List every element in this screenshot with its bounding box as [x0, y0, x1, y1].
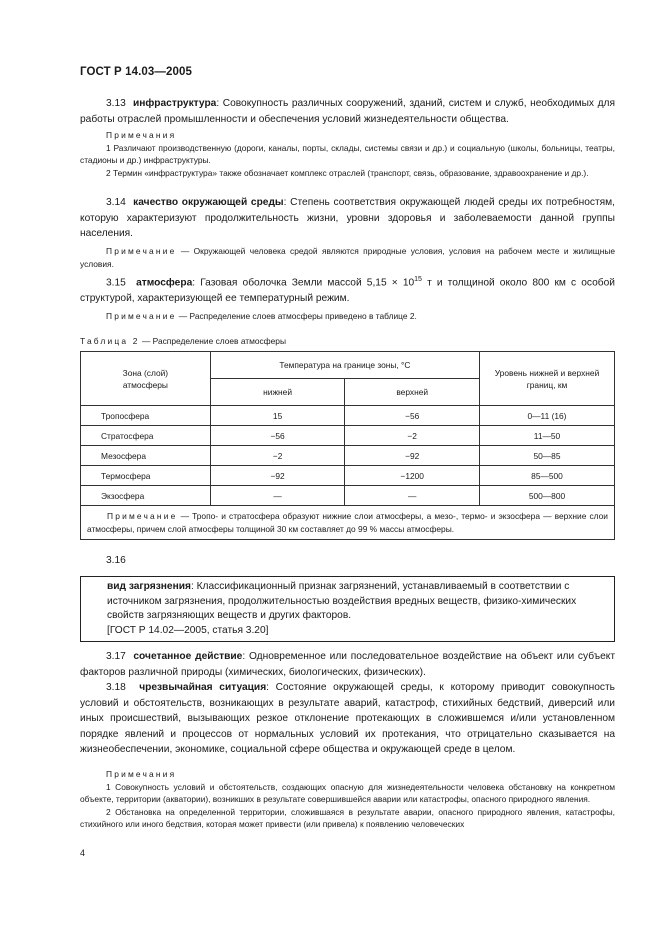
cell-level: 85—500 — [480, 466, 615, 486]
definition: : Одновременное или последовательное воздействие на объект или субъект факторов различной природы (химических, биологических, физических). — [80, 651, 615, 678]
notes-3-13 — [80, 129, 615, 179]
notes-3-18 — [80, 768, 615, 831]
cell-upper: — — [345, 486, 480, 506]
clause-3-16-number: 3.16 — [106, 555, 126, 566]
note-3-15 — [80, 310, 615, 323]
clause-3-16-box — [80, 576, 615, 642]
notes-heading: Примечания — [106, 769, 177, 779]
cell-level: 11—50 — [480, 426, 615, 446]
note-2: 2 Термин «инфраструктура» также обозначает комплекс отраслей (транспорт, связь, образование, здравоохранение и др.). — [106, 167, 589, 178]
cell-lower: −56 — [210, 426, 345, 446]
table-caption-label: Таблица 2 — [80, 336, 140, 346]
cell-zone: Мезосфера — [81, 446, 211, 466]
clause-number: 3.17 — [106, 651, 126, 662]
table-row — [81, 466, 615, 486]
table-row — [81, 446, 615, 466]
definition: : Степень соответствия окружающей людей среды их потребностям, которую характеризуют продолжительность жизни, уровни здоровья и заболеваемости данной группы населения. — [80, 197, 615, 239]
clause-number: 3.14 — [106, 197, 126, 208]
cell-zone: Тропосфера — [81, 406, 211, 426]
term: чрезвычайная ситуация — [139, 682, 267, 693]
cell-upper: −2 — [345, 426, 480, 446]
header-level: Уровень нижней и верхней границ, км — [480, 352, 615, 406]
table-note-row — [81, 506, 615, 540]
clause-number: 3.15 — [106, 277, 126, 289]
table-row — [81, 406, 615, 426]
cell-level: 0—11 (16) — [480, 406, 615, 426]
note-1: 1 Совокупность условий и обстоятельств, создающих опасную для жизнедеятельности человека обстановку на конкретном объекте, территории (акватории), возникших в результате совершившейся аварии или катастрофы, опасного природного явления. — [80, 781, 615, 805]
term: инфраструктура — [132, 98, 217, 109]
clause-3-13 — [80, 96, 615, 127]
notes-heading: Примечания — [106, 130, 177, 140]
definition-part: т и толщиной около 800 км с особой структурой, характеризующей ее температурный режим. — [80, 277, 615, 304]
cell-upper: −92 — [345, 446, 480, 466]
note-label: Примечание — [106, 311, 177, 321]
note-2: 2 Обстановка на определенной территории, сложившаяся в результате аварии, опасного природного явления, катастрофы, стихийного или иного бедствия, которая может привести (или привела) к появлению человеческих — [80, 806, 615, 830]
term: сочетанное действие — [133, 651, 243, 662]
cell-level: 50—85 — [480, 446, 615, 466]
reference: [ГОСТ Р 14.02—2005, статья 3.20] — [107, 624, 269, 636]
cell-lower: −92 — [210, 466, 345, 486]
definition: : Совокупность различных сооружений, зданий, систем и служб, необходимых для работы отраслей промышленности и обеспечения условий жизнедеятельности общества. — [80, 98, 615, 125]
header-temperature: Температура на границе зоны, °С — [210, 352, 479, 379]
cell-level: 500—800 — [480, 486, 615, 506]
header-lower: нижней — [210, 379, 345, 406]
exponent: 15 — [414, 276, 422, 283]
note-3-14 — [80, 245, 615, 270]
definition: : Состояние окружающей среды, к которому приводит совокупность условий и обстоятельств, возникающих в результате аварий, катастроф, стихийных бедствий, диверсий или иных происшествий, вызывающих резкое отклонение протекающих в сложившемся и/или установленном порядке явлений и процессов от нормальных условий их протекания, что отрицательно сказывается на жизнеобеспечении, экономике, социальной сфере общества и окружающей среде в целом. — [80, 682, 615, 755]
note-text: — Окружающей человека средой являются природные условия, условия на рабочем месте и жилищные условия. — [80, 246, 615, 269]
clause-3-15 — [80, 272, 615, 306]
table-caption-text: — Распределение слоев атмосферы — [139, 336, 286, 346]
cell-lower: 15 — [210, 406, 345, 426]
clause-3-17 — [80, 649, 615, 680]
table-row — [81, 486, 615, 506]
table-note-text: — Тропо- и стратосфера образуют нижние слои атмосферы, а мезо-, термо- и экзосфера — верхние слои атмосферы, причем слой атмосферы толщиной 30 км составляет до 99 % массы атмосферы. — [87, 511, 608, 534]
cell-upper: −1200 — [345, 466, 480, 486]
table-note-label: Примечание — [107, 511, 178, 521]
term: качество окружающей среды — [133, 197, 284, 208]
table-note — [81, 506, 615, 540]
page-number: 4 — [80, 848, 86, 858]
cell-zone: Стратосфера — [81, 426, 211, 446]
table-row — [81, 426, 615, 446]
atmosphere-layers-table — [80, 351, 615, 540]
clause-3-18 — [80, 680, 615, 758]
document-header: ГОСТ Р 14.03—2005 — [80, 66, 192, 78]
clause-3-14 — [80, 195, 615, 242]
definition-part: : Газовая оболочка Земли массой 5,15 × 10 — [192, 277, 415, 289]
cell-zone: Термосфера — [81, 466, 211, 486]
clause-number: 3.18 — [106, 682, 126, 693]
header-zone: Зона (слой) атмосферы — [81, 352, 211, 406]
clause-number: 3.13 — [106, 98, 126, 109]
cell-lower: −2 — [210, 446, 345, 466]
term: атмосфера — [136, 277, 193, 289]
note-1: 1 Различают производственную (дороги, каналы, порты, склады, системы связи и др.) и социальную (школы, больницы, театры, стадионы и др.) инфраструктуры. — [80, 142, 615, 166]
term: вид загрязнения — [107, 581, 191, 592]
cell-upper: −56 — [345, 406, 480, 426]
definition: : Классификационный признак загрязнений, устанавливаемый в соответствии с источником загрязнения, продолжительностью воздействия вредных веществ, физико-химических свойств загрязняющих веществ и других факторов. — [107, 581, 577, 621]
cell-lower: — — [210, 486, 345, 506]
header-upper: верхней — [345, 379, 480, 406]
table-caption — [80, 336, 286, 346]
note-text: — Распределение слоев атмосферы приведено в таблице 2. — [176, 311, 417, 321]
cell-zone: Экзосфера — [81, 486, 211, 506]
note-label: Примечание — [106, 246, 177, 256]
